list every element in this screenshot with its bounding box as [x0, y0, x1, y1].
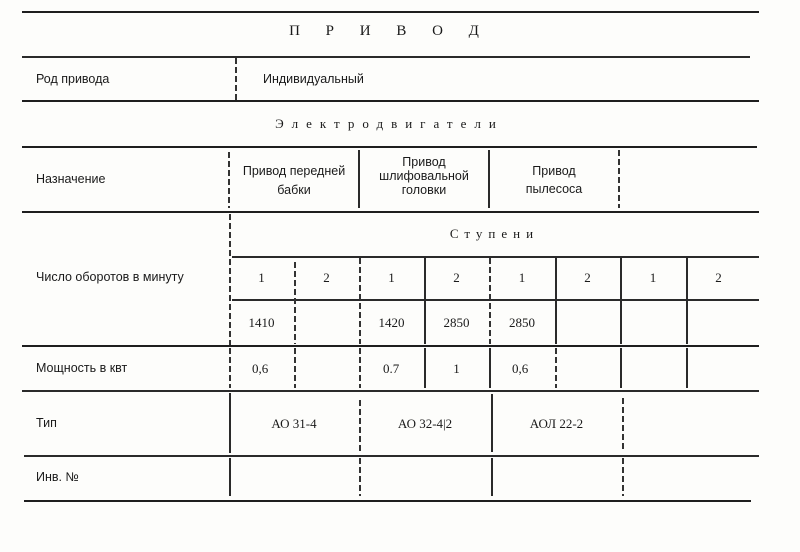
stage-number: 2: [584, 270, 591, 285]
divider-inv-1: [229, 458, 231, 496]
divider-type-4: [622, 398, 624, 452]
table-title: П Р И В О Д: [289, 23, 490, 39]
stages-header: Ступени: [449, 226, 540, 241]
divider-inv-3: [491, 458, 493, 496]
motor-purpose-3-line1: Привод: [532, 164, 576, 178]
rpm-value: 1420: [378, 315, 405, 330]
motor-purpose-3-line2: пылесоса: [525, 182, 583, 196]
divider-power-8: [686, 348, 688, 388]
motors-section-title: Электродвигатели: [275, 116, 504, 131]
motor-purpose-1-line1: Привод передней: [242, 164, 346, 178]
power-value: 0.7: [383, 361, 400, 376]
motor-type: АО 31-4: [271, 416, 317, 431]
power-label: Мощность в квт: [36, 361, 128, 375]
motor-purpose-2-line1: Привод: [402, 155, 446, 169]
divider-purpose-4: [618, 150, 620, 208]
divider-inv-2: [359, 458, 361, 496]
divider-power-3: [359, 348, 361, 388]
motor-type: АОЛ 22-2: [529, 416, 584, 431]
power-value: 0,6: [252, 361, 269, 376]
motor-type: АО 32-4|2: [397, 416, 453, 431]
motor-purpose-1: [230, 162, 358, 200]
rule-after-power: [22, 390, 759, 392]
rule-after-stages-header: [232, 256, 759, 258]
motor-purpose-2: [360, 155, 488, 197]
divider-power-7: [620, 348, 622, 388]
rule-after-stage-numbers: [232, 299, 759, 301]
divider-power-1: [229, 348, 231, 388]
divider-inv-4: [622, 458, 624, 496]
divider-power-6: [555, 348, 557, 388]
power-value: 1: [453, 361, 460, 376]
rule-after-title: [22, 56, 750, 58]
drive-type-value: Индивидуальный: [263, 72, 364, 86]
rpm-value: 2850: [443, 315, 470, 330]
motor-purpose-1-line2: бабки: [277, 183, 311, 197]
type-label: Тип: [36, 416, 57, 430]
divider-power-2: [294, 348, 296, 388]
stage-number: 1: [518, 270, 526, 285]
purpose-label: Назначение: [36, 172, 106, 186]
rule-after-motors-section: [22, 146, 757, 148]
divider-drive-type: [235, 58, 237, 100]
power-value: 0,6: [512, 361, 529, 376]
rule-top: [22, 11, 759, 13]
rule-bottom: [24, 500, 751, 502]
stage-number: 1: [649, 270, 657, 285]
motor-purpose-2-line3: головки: [401, 183, 447, 197]
stage-number: 2: [453, 270, 460, 285]
rpm-value: 2850: [509, 315, 535, 330]
rpm-value: 1410: [248, 315, 275, 330]
rpm-label: Число оборотов в минуту: [36, 270, 184, 284]
stage-number: 1: [388, 270, 395, 285]
motor-purpose-3: [490, 162, 618, 198]
rule-after-type: [24, 455, 759, 457]
inventory-label: Инв. №: [36, 470, 79, 484]
drive-type-label: Род привода: [36, 72, 110, 86]
rule-after-drive-type: [22, 100, 759, 102]
rule-after-rpm: [22, 345, 759, 347]
divider-power-5: [489, 348, 491, 388]
stage-number: 1: [258, 270, 265, 285]
stage-number: 2: [715, 270, 722, 285]
stage-number: 2: [323, 270, 330, 285]
rule-after-purpose: [22, 211, 759, 213]
motor-purpose-2-line2: шлифовальной: [379, 169, 469, 183]
